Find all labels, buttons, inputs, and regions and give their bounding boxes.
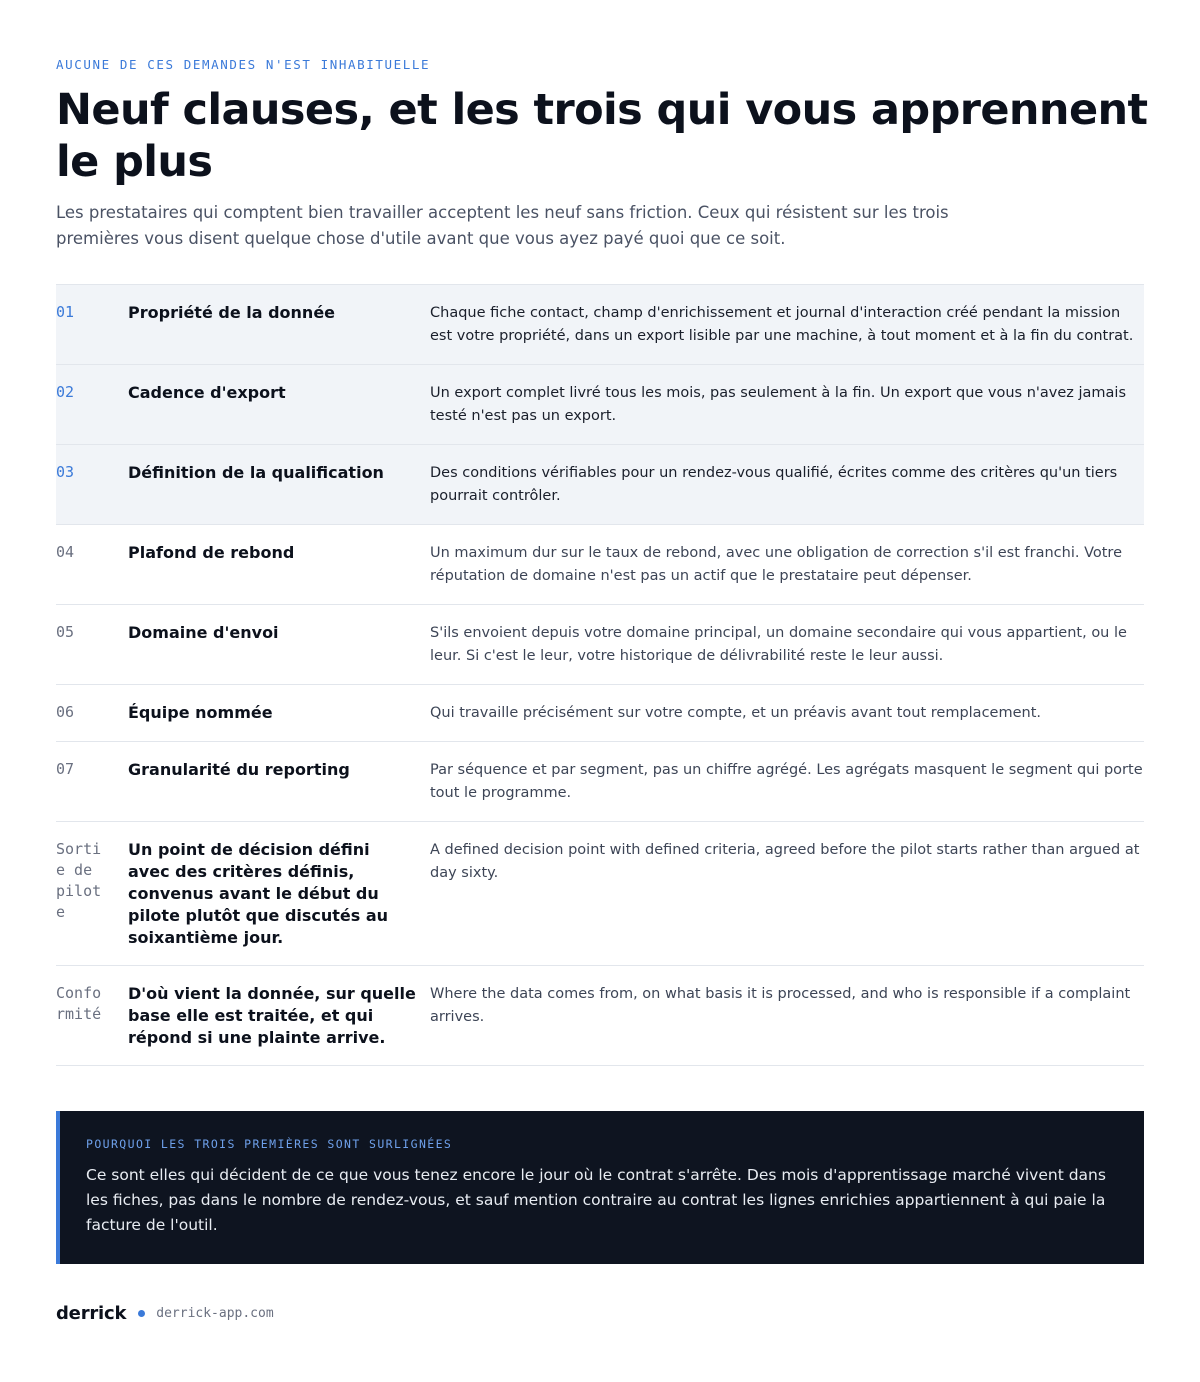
clause-row (56, 285, 1144, 365)
clause-row (56, 365, 1144, 445)
clause-name: Équipe nommée (128, 703, 273, 722)
clause-row (56, 605, 1144, 685)
callout-box (56, 1111, 1144, 1264)
clause-name: Cadence d'export (128, 383, 286, 402)
callout-label: POURQUOI LES TROIS PREMIÈRES SONT SURLIGNÉES (86, 1137, 453, 1151)
clause-description: Un maximum dur sur le taux de rebond, avec une obligation de correction s'il est franchi. Votre réputation de domaine n'est pas un actif que le prestataire peut dépenser. (430, 545, 1122, 584)
clauses-table (56, 284, 1144, 1066)
separator-dot-icon (138, 1310, 145, 1317)
clause-description: Chaque fiche contact, champ d'enrichissement et journal d'interaction créé pendant la mission est votre propriété, dans un export lisible par une machine, à tout moment et à la fin du contrat. (430, 305, 1134, 344)
site-link[interactable]: derrick-app.com (156, 1306, 274, 1321)
clause-row (56, 685, 1144, 742)
page-title: Neuf clauses, et les trois qui vous apprennent le plus (56, 85, 1148, 187)
clause-description: Qui travaille précisément sur votre compte, et un préavis avant tout remplacement. (430, 705, 1041, 721)
clause-number: Conformité (56, 984, 102, 1023)
clause-number: 06 (56, 703, 75, 721)
clause-row (56, 525, 1144, 605)
eyebrow: AUCUNE DE CES DEMANDES N'EST INHABITUELLE (56, 57, 431, 72)
clause-number: 04 (56, 543, 75, 561)
clause-row (56, 966, 1144, 1066)
clause-name: Granularité du reporting (128, 760, 350, 779)
clause-description: Des conditions vérifiables pour un rendez-vous qualifié, écrites comme des critères qu'un tiers pourrait contrôler. (430, 465, 1118, 504)
clause-number: Sortie de pilote (56, 840, 102, 921)
clause-row (56, 742, 1144, 822)
clause-name: Propriété de la donnée (128, 303, 336, 322)
callout-body: Ce sont elles qui décident de ce que vous tenez encore le jour où le contrat s'arrête. Des mois d'apprentissage marché vivent dans les fiches, pas dans le nombre de rendez-vous, et sauf mention contraire au contrat les lignes enrichies appartiennent à qui paie la facture de l'outil. (86, 1166, 1106, 1234)
clause-description: S'ils envoient depuis votre domaine principal, un domaine secondaire qui vous appartient, ou le leur. Si c'est le leur, votre historique de délivrabilité reste le leur aussi. (430, 625, 1127, 664)
clause-name: Domaine d'envoi (128, 623, 279, 642)
clause-number: 03 (56, 463, 75, 481)
clause-name: D'où vient la donnée, sur quelle base elle est traitée, et qui répond si une plainte arrive. (128, 984, 416, 1047)
clause-row (56, 445, 1144, 525)
clause-number: 07 (56, 760, 75, 778)
lede: Les prestataires qui comptent bien travailler acceptent les neuf sans friction. Ceux qui résistent sur les trois premières vous disent quelque chose d'utile avant que vous ayez payé quoi que ce soit. (56, 203, 949, 248)
clause-name: Plafond de rebond (128, 543, 295, 562)
clause-description: Where the data comes from, on what basis it is processed, and who is responsible if a complaint arrives. (430, 986, 1131, 1025)
clause-description: Un export complet livré tous les mois, pas seulement à la fin. Un export que vous n'avez jamais testé n'est pas un export. (430, 385, 1127, 424)
clause-number: 05 (56, 623, 75, 641)
clause-number: 02 (56, 383, 75, 401)
clause-description: A defined decision point with defined criteria, agreed before the pilot starts rather than argued at day sixty. (430, 842, 1140, 881)
clause-row (56, 822, 1144, 966)
clause-description: Par séquence et par segment, pas un chiffre agrégé. Les agrégats masquent le segment qui porte tout le programme. (430, 762, 1143, 801)
brand-logo[interactable]: derrick (56, 1303, 127, 1324)
clause-number: 01 (56, 303, 75, 321)
clause-name: Définition de la qualification (128, 463, 384, 482)
footer (56, 1303, 274, 1324)
clause-name: Un point de décision défini avec des critères définis, convenus avant le début du pilote plutôt que discutés au soixantième jour. (128, 840, 389, 947)
